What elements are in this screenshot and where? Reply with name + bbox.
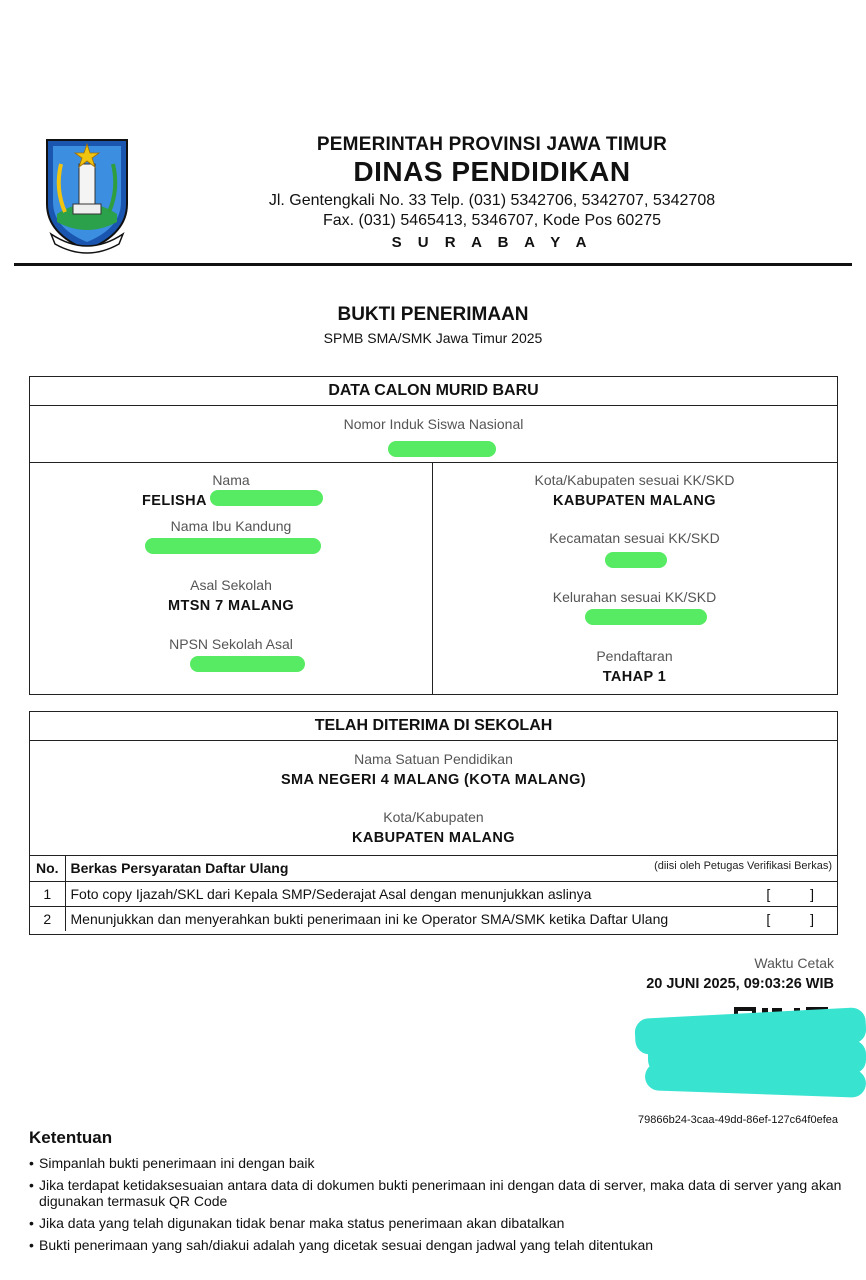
verification-note: (diisi oleh Petugas Verifikasi Berkas) [654,860,832,873]
row-number: 1 [30,881,65,906]
nisn-label: Nomor Induk Siswa Nasional [343,416,524,432]
table-row [30,906,837,931]
redaction-mark [388,441,496,457]
fax-line: Fax. (031) 5465413, 5346707, Kode Pos 60275 [322,212,662,229]
print-time-label: Waktu Cetak [754,955,834,971]
ibu-label: Nama Ibu Kandung [170,518,292,534]
requirements-header [65,856,837,881]
row-number: 2 [30,906,65,931]
redaction-mark [190,656,305,672]
table-header-row [30,856,837,881]
nisn-row [30,406,837,463]
school-kota-label: Kota/Kabupaten [383,809,484,825]
address-line: Jl. Gentengkali No. 33 Telp. (031) 5342706, 5342707, 5342708 [268,192,716,209]
department-name: DINAS PENDIDIKAN [353,156,631,187]
redaction-mark [605,552,667,568]
requirements-title: Berkas Persyaratan Daftar Ulang [70,860,289,877]
school-section-title: TELAH DITERIMA DI SEKOLAH [30,712,837,741]
kecamatan-label: Kecamatan sesuai KK/SKD [549,530,720,546]
school-info [30,741,837,856]
accepted-school-section [29,711,838,935]
satuan-label: Nama Satuan Pendidikan [354,751,513,767]
redaction-mark [145,538,321,554]
pendaftaran-value: TAHAP 1 [602,669,667,685]
list-item: • Simpanlah bukti penerimaan ini dengan baik [29,1155,844,1171]
ketentuan-title: Ketentuan [29,1128,113,1147]
pendaftaran-label: Pendaftaran [596,648,673,664]
nama-value: FELISHA [142,493,207,509]
student-left-column [30,463,433,694]
kelurahan-label: Kelurahan sesuai KK/SKD [552,589,717,605]
list-item: • Bukti penerimaan yang sah/diakui adalah yang dicetak sesuai dengan jadwal yang telah ditentukan [29,1237,844,1253]
table-row [30,881,837,906]
row-text [65,881,837,906]
redaction-mark [210,490,323,506]
verification-checkbox: [ ] [766,910,832,927]
letterhead [0,128,866,268]
verification-checkbox: [ ] [766,885,832,902]
requirements-table [30,856,837,931]
nama-label: Nama [212,472,250,488]
document-subtitle: SPMB SMA/SMK Jawa Timur 2025 [323,330,543,346]
list-item: • Jika terdapat ketidaksesuaian antara data di dokumen bukti penerimaan ini dengan data di server, maka data di server yang akan digunakan termasuk QR Code [29,1177,844,1209]
header-divider [14,263,852,266]
jawa-timur-emblem-icon [43,134,131,254]
kota-kk-label: Kota/Kabupaten sesuai KK/SKD [534,472,735,488]
row-text [65,906,837,931]
student-right-column [433,463,836,694]
document-title: BUKTI PENERIMAAN [337,304,529,325]
satuan-value: SMA NEGERI 4 MALANG (KOTA MALANG) [280,772,587,788]
kota-kk-value: KABUPATEN MALANG [553,493,716,509]
requirement-text: Foto copy Ijazah/SKL dari Kepala SMP/Sederajat Asal dengan menunjukkan aslinya [70,885,592,902]
asal-sekolah-label: Asal Sekolah [190,577,272,593]
npsn-label: NPSN Sekolah Asal [169,636,293,652]
no-header: No. [30,856,65,881]
list-item: • Jika data yang telah digunakan tidak benar maka status penerimaan akan dibatalkan [29,1215,844,1231]
city-name: S U R A B A Y A [391,234,593,251]
school-kota-value: KABUPATEN MALANG [352,830,515,846]
redaction-mark [585,609,707,625]
asal-sekolah-value: MTSN 7 MALANG [167,598,295,614]
student-section-title: DATA CALON MURID BARU [30,377,837,406]
government-name: PEMERINTAH PROVINSI JAWA TIMUR [316,134,668,155]
print-time-value: 20 JUNI 2025, 09:03:26 WIB [646,976,834,992]
ketentuan-list [29,1155,844,1259]
requirement-text: Menunjukkan dan menyerahkan bukti penerimaan ini ke Operator SMA/SMK ketika Daftar Ulang [70,910,669,927]
document-uuid: 79866b24-3caa-49dd-86ef-127c64f0efea [638,1114,838,1126]
student-data-section [29,376,838,695]
